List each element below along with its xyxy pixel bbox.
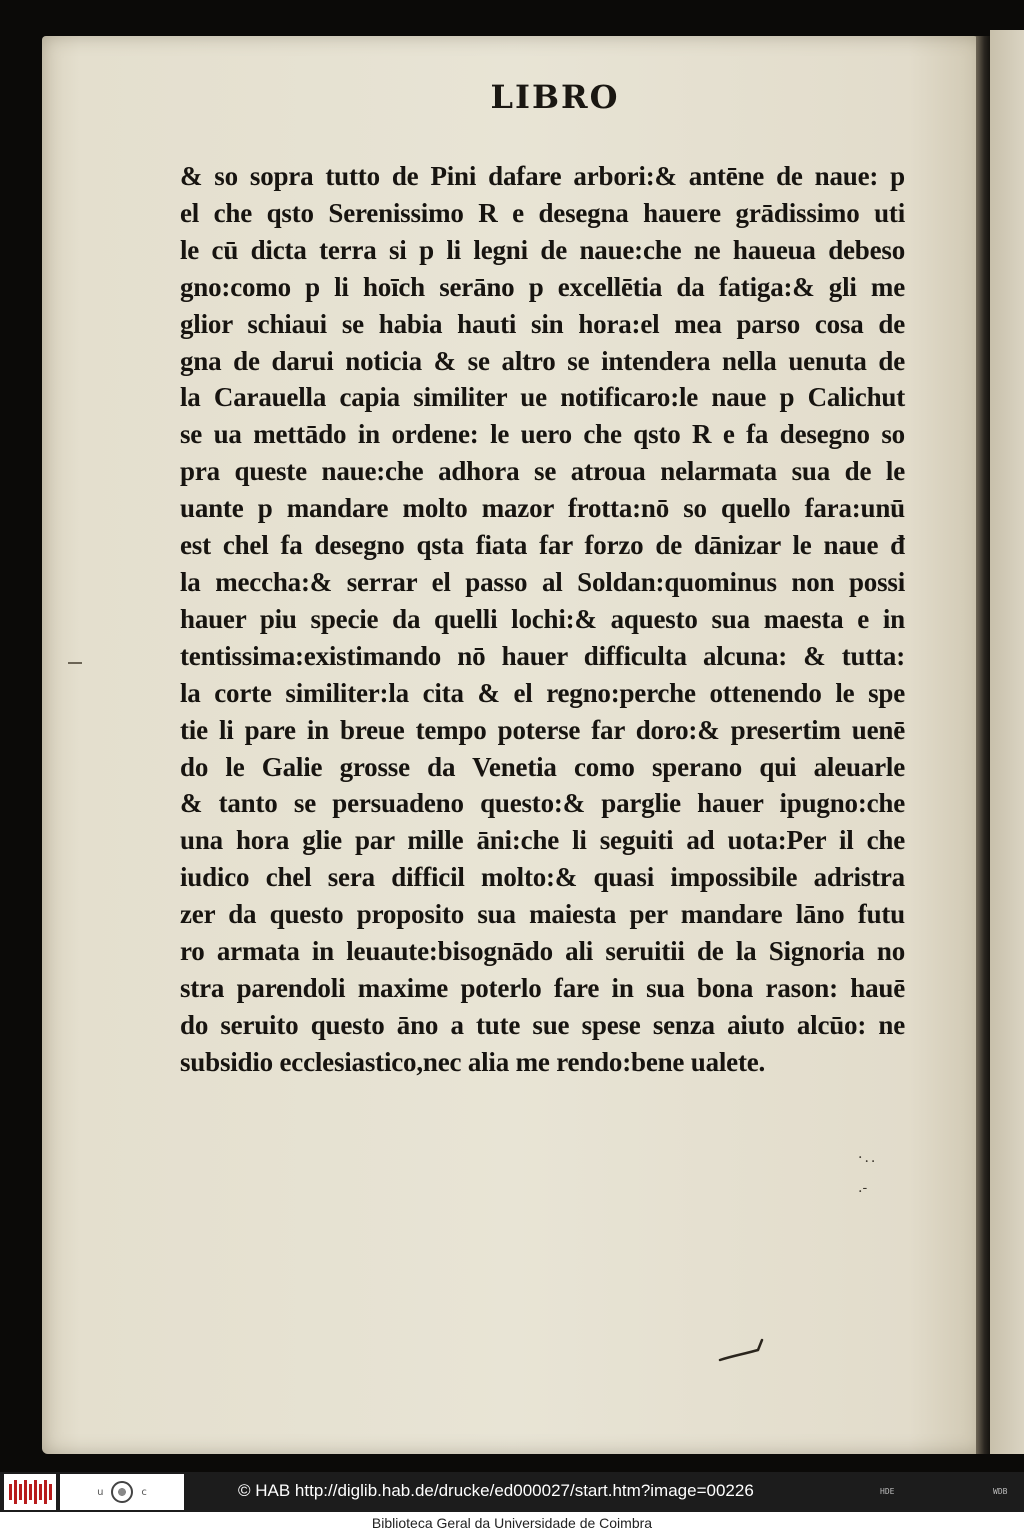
margin-mark xyxy=(68,662,82,664)
text-line: do seruito questo āno a tute sue spese senza aiuto alcūo: ne xyxy=(180,1009,905,1040)
text-line: se ua mettādo in ordene: le uero che qsto R e fa desegno so xyxy=(180,419,905,450)
text-line: glior schiaui se habia hauti sin hora:el mea parso cosa de xyxy=(180,308,905,339)
body-text xyxy=(180,158,905,1081)
logo-right-tag: c xyxy=(141,1486,147,1498)
seal-icon xyxy=(111,1481,133,1503)
margin-dots-2: .- xyxy=(858,1180,868,1196)
running-head: LIBRO xyxy=(490,78,620,116)
text-line: tentissima:existimando nō hauer difficulta alcuna: & tutta: xyxy=(180,640,905,671)
text-line: do le Galie grosse da Venetia como sperano qui aleuarle xyxy=(180,751,905,782)
text-line: gno:como p li hoīch serāno p excellētia da fatiga:& gli me xyxy=(180,271,905,302)
text-line: subsidio ecclesiastico,nec alia me rendo:bene ualete. xyxy=(180,1046,766,1077)
hab-logo[interactable] xyxy=(60,1474,184,1510)
text-line: el che qsto Serenissimo R e desegna hauere grādissimo uti xyxy=(180,197,905,228)
text-line: la meccha:& serrar el passo al Soldan:quominus non possi xyxy=(180,566,905,597)
text-line: tie li pare in breue tempo poterse far doro:& presertim uenē xyxy=(180,714,905,745)
viewer-footer-bar xyxy=(0,1472,1024,1512)
book-gutter xyxy=(976,36,990,1454)
text-line: la Carauella capia similiter ue notificaro:le naue p Calichut xyxy=(180,382,905,413)
footer-tag-hde: HDE xyxy=(880,1487,895,1496)
ink-squiggle xyxy=(718,1338,766,1364)
text-line: zer da questo proposito sua maiesta per mandare lāno futu xyxy=(180,899,905,930)
text-line: stra parendoli maxime poterlo fare in sua bona rason: hauē xyxy=(180,972,905,1003)
logo-left-tag: u xyxy=(97,1486,104,1498)
text-line: iudico chel sera difficil molto:& quasi impossibile adristra xyxy=(180,862,905,893)
text-line: gna de darui noticia & se altro se intendera nella uenuta de xyxy=(180,345,905,376)
text-line: pra queste naue:che adhora se atroua nelarmata sua de le xyxy=(180,456,905,487)
footer-url-link[interactable]: © HAB http://diglib.hab.de/drucke/ed000027/start.htm?image=00226 xyxy=(238,1481,754,1500)
library-logo-barcode[interactable] xyxy=(4,1474,56,1510)
margin-dots: ·.. xyxy=(858,1150,878,1166)
text-line: hauer piu specie da quelli lochi:& aquesto sua maesta e in xyxy=(180,603,905,634)
footer-tag-wdb: WDB xyxy=(993,1487,1008,1496)
facing-page-edge xyxy=(990,30,1024,1454)
text-line: ro armata in leuaute:bisognādo ali seruitii de la Signoria no xyxy=(180,936,905,967)
text-line: & so sopra tutto de Pini dafare arbori:& antēne de naue: p xyxy=(180,161,905,191)
institution-caption: Biblioteca Geral da Universidade de Coimbra xyxy=(0,1512,1024,1534)
text-line: est chel fa desegno qsta fiata far forzo de dānizar le naue đ xyxy=(180,530,905,561)
text-line: una hora glie par mille āni:che li seguiti ad uota:Per il che xyxy=(180,825,905,856)
text-line: & tanto se persuadeno questo:& parglie hauer ipugno:che xyxy=(180,788,905,819)
text-line: le cū dicta terra si p li legni de naue:che ne haueua debeso xyxy=(180,234,905,265)
barcode-icon xyxy=(9,1480,52,1504)
text-line: uante p mandare molto mazor frotta:nō so quello fara:unū xyxy=(180,493,905,524)
text-line: la corte similiter:la cita & el regno:perche ottenendo le spe xyxy=(180,677,905,708)
